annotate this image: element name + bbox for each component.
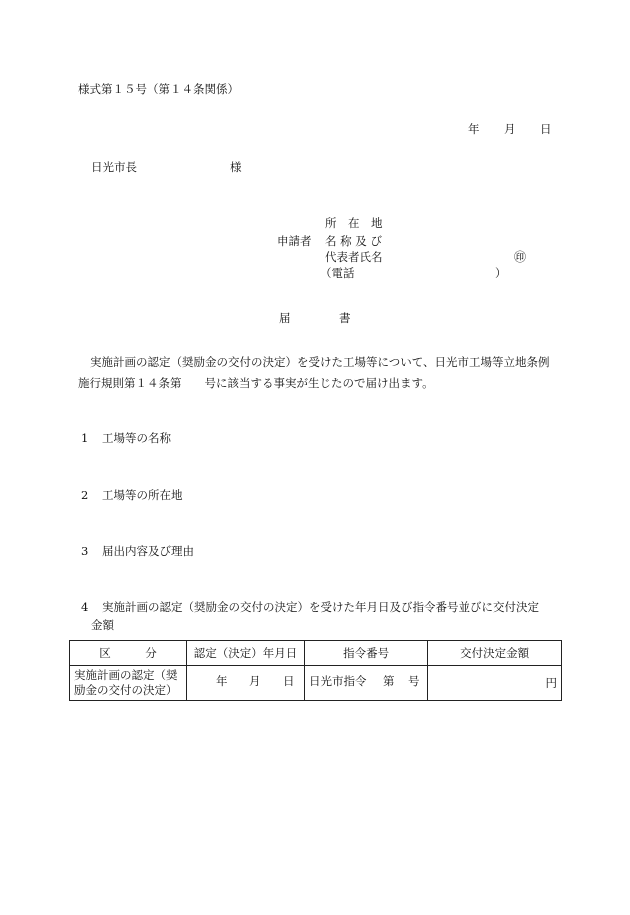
table-row bbox=[70, 666, 562, 701]
cell-date-year: 年 bbox=[215, 674, 228, 688]
item-4-number: 4 bbox=[81, 600, 89, 614]
cell-date-day: 日 bbox=[282, 674, 295, 688]
date-month: 月 bbox=[504, 122, 516, 136]
item-2-text: 工場等の所在地 bbox=[102, 488, 183, 502]
body-paragraph: 実施計画の認定（奨励金の交付の決定）を受けた工場等について、日光市工場等立地条例施行規則第１４条第 号に該当する事実が生じたので届け出ます。 bbox=[78, 355, 550, 390]
header-category: 区 分 bbox=[70, 641, 187, 666]
date-day: 日 bbox=[540, 122, 552, 136]
order-dai: 第 bbox=[383, 674, 395, 688]
addressee-suffix: 様 bbox=[230, 160, 242, 174]
applicant-phone-close: ） bbox=[495, 266, 507, 280]
applicant-label: 申請者 bbox=[277, 234, 312, 248]
applicant-name-label: 名 称 及 び bbox=[325, 234, 382, 248]
seal-mark: ㊞ bbox=[514, 250, 527, 264]
item-3-number: 3 bbox=[81, 544, 89, 558]
header-date: 認定（決定）年月日 bbox=[186, 641, 304, 666]
order-go: 号 bbox=[408, 674, 420, 688]
title-char-1: 届 bbox=[279, 311, 291, 325]
table-header-row bbox=[70, 641, 562, 666]
item-2-number: 2 bbox=[81, 488, 89, 502]
grant-table bbox=[69, 640, 562, 701]
applicant-phone-label: （電話 bbox=[320, 266, 355, 280]
header-amount: 交付決定金額 bbox=[428, 641, 562, 666]
form-number: 様式第１５号（第１４条関係） bbox=[78, 82, 239, 96]
item-1-text: 工場等の名称 bbox=[102, 431, 171, 445]
amount-unit: 円 bbox=[545, 676, 557, 690]
cell-order-number bbox=[305, 666, 428, 701]
cell-date-month: 月 bbox=[248, 674, 261, 688]
item-4-text: 実施計画の認定（奨励金の交付の決定）を受けた年月日及び指令番号並びに交付決定 bbox=[102, 600, 539, 614]
date-year: 年 bbox=[468, 122, 480, 136]
order-prefix: 日光市指令 bbox=[309, 674, 367, 688]
item-1-number: 1 bbox=[81, 431, 89, 445]
header-order-number: 指令番号 bbox=[305, 641, 428, 666]
cell-date bbox=[186, 666, 304, 701]
cell-amount bbox=[428, 666, 562, 701]
item-4-text-continued: 金額 bbox=[91, 618, 114, 632]
applicant-representative-label: 代表者氏名 bbox=[325, 250, 383, 264]
category-line-1: 実施計画の認定（奨 bbox=[74, 668, 178, 682]
addressee-name: 日光市長 bbox=[91, 160, 137, 174]
category-line-2: 励金の交付の決定） bbox=[74, 683, 178, 697]
item-3-text: 届出内容及び理由 bbox=[102, 544, 194, 558]
title-char-2: 書 bbox=[339, 311, 351, 325]
cell-category bbox=[70, 666, 187, 701]
applicant-location-label: 所 在 地 bbox=[325, 216, 383, 230]
